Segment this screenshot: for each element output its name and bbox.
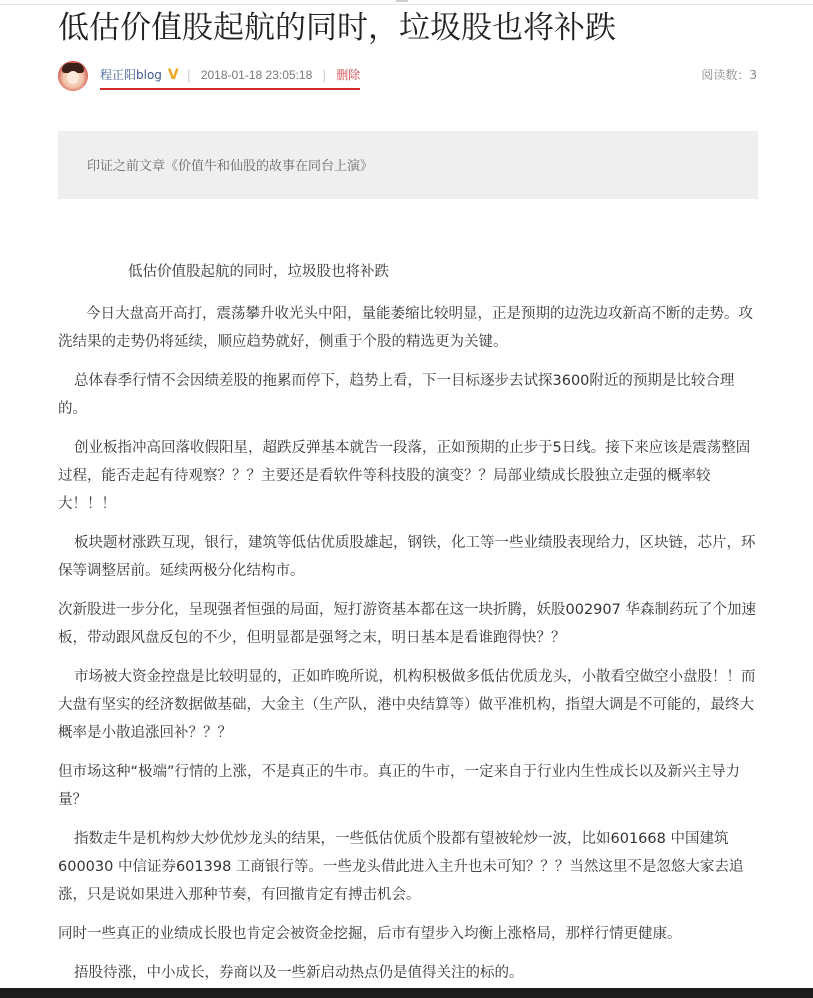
- article-paragraph: 总体春季行情不会因绩差股的拖累而停下，趋势上看，下一目标逐步去试探3600附近的预期是比较合理的。: [58, 373, 735, 417]
- delete-link[interactable]: 删除: [336, 68, 361, 82]
- article-paragraph: 捂股待涨，中小成长，券商以及一些新启动热点仍是值得关注的标的。: [74, 965, 524, 981]
- quote-box: [58, 131, 758, 199]
- post-date: 2018-01-18 23:05:18: [200, 68, 313, 82]
- author-link[interactable]: 程正阳blog: [100, 68, 162, 82]
- article-paragraph: 指数走牛是机构炒大炒优炒龙头的结果，一些低估优质个股都有望被轮炒一波，比如601668 中国建筑 600030 中信证券601398 工商银行等。一些龙头借此进入主升也未可知？？？当然这里不是忽悠大家去追涨，只是说如果进入那种节奏，有回撤肯定有搏击机会。: [58, 831, 744, 903]
- verified-badge-icon: V: [167, 67, 179, 83]
- post-meta: [100, 64, 360, 90]
- scroll-notch: [396, 0, 408, 2]
- quote-text: 印证之前文章《价值牛和仙股的故事在同台上演》: [87, 159, 374, 174]
- article-heading: 低估价值股起航的同时，垃圾股也将补跌: [128, 264, 389, 280]
- article-paragraph: 板块题材涨跌互现，银行，建筑等低估优质股雄起，钢铁，化工等一些业绩股表现给力，区块链，芯片，环保等调整居前。延续两极分化结构市。: [58, 535, 756, 579]
- article-paragraph: 但市场这种“极端”行情的上涨，不是真正的牛市。真正的牛市，一定来自于行业内生性成长以及新兴主导力量？: [58, 764, 741, 808]
- article-paragraph: 同时一些真正的业绩成长股也肯定会被资金挖掘，后市有望步入均衡上涨格局，那样行情更健康。: [58, 926, 682, 942]
- bottom-toolbar: [0, 988, 813, 998]
- article-paragraph: 市场被大资金控盘是比较明显的，正如昨晚所说，机构积极做多低估优质龙头，小散看空做空小盘股！！而大盘有坚实的经济数据做基础，大金主（生产队，港中央结算等）做平准机构，指望大调是不可能的，最终大概率是小散追涨回补？？？: [58, 669, 756, 741]
- avatar-face: [67, 71, 79, 84]
- post-title: 低估价值股起航的同时，垃圾股也将补跌: [58, 10, 616, 46]
- meta-separator: |: [186, 68, 191, 82]
- top-edge: [0, 0, 813, 5]
- meta-separator-2: |: [322, 68, 327, 82]
- read-count: 阅读数：3: [701, 68, 757, 82]
- article-paragraph: 创业板指冲高回落收假阳星，超跌反弹基本就告一段落，正如预期的止步于5日线。接下来应该是震荡整固过程，能否走起有待观察？？？主要还是看软件等科技股的演变？？局部业绩成长股独立走强的概率较大！！！: [58, 440, 751, 512]
- article-paragraph: 次新股进一步分化，呈现强者恒强的局面，短打游资基本都在这一块折腾，妖股002907 华森制药玩了个加速板，带动跟风盘反包的不少，但明显都是强弩之末，明日基本是看谁跑得快？？: [58, 602, 756, 646]
- author-avatar[interactable]: [58, 61, 88, 91]
- article-body: [58, 258, 760, 998]
- article-paragraph: 今日大盘高开高打，震荡攀升收光头中阳，量能萎缩比较明显，正是预期的边洗边攻新高不断的走势。攻洗结果的走势仍将延续，顺应趋势就好，侧重于个股的精选更为关键。: [58, 306, 753, 350]
